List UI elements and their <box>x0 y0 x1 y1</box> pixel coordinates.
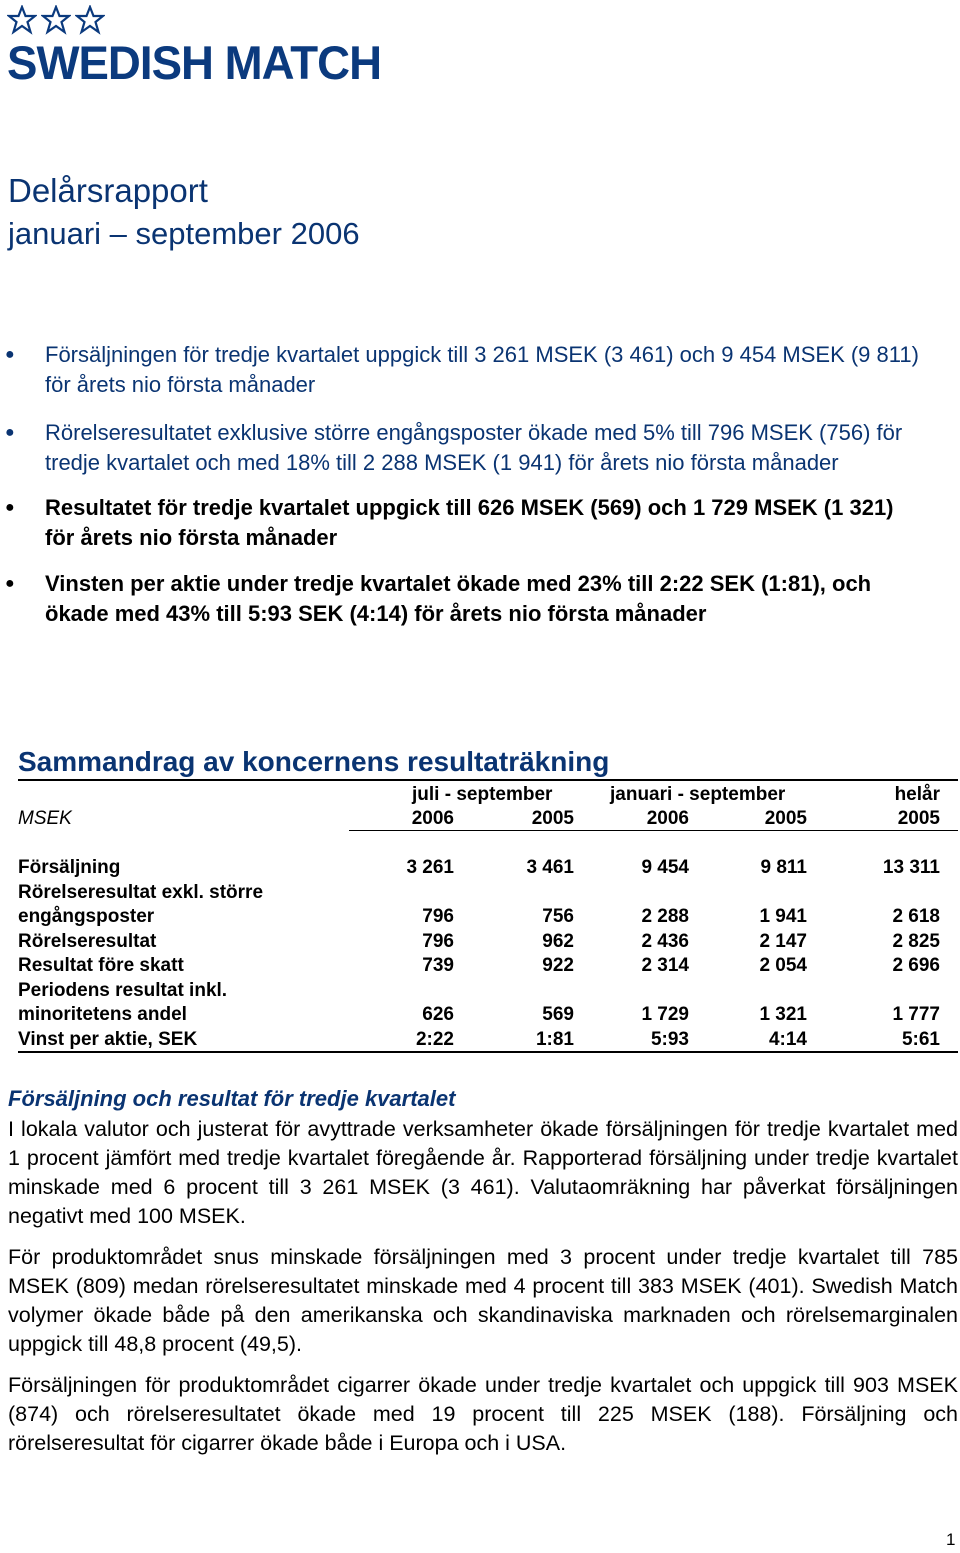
row-label: Periodens resultat inkl. <box>18 979 228 1001</box>
header-underline <box>349 830 587 831</box>
row-value: 5:61 <box>901 1028 940 1050</box>
row-value: 13 311 <box>882 857 940 878</box>
row-value: 796 <box>422 906 454 927</box>
star-icon <box>75 5 105 35</box>
period-header: januari - september <box>610 784 786 805</box>
year-header: 2006 <box>411 808 454 829</box>
table-top-rule <box>18 779 958 781</box>
period-header: juli - september <box>412 784 553 805</box>
row-value: 1:81 <box>535 1028 574 1050</box>
row-label: Vinst per aktie, SEK <box>18 1028 198 1050</box>
company-logo <box>7 5 382 89</box>
row-value: 2 436 <box>641 930 689 952</box>
row-value: 2 696 <box>892 955 940 976</box>
row-value: 2 825 <box>892 930 940 952</box>
three-stars-icon <box>7 5 105 37</box>
page-number: 1 <box>946 1530 956 1549</box>
row-value: 5:93 <box>650 1028 689 1050</box>
unit-label: MSEK <box>18 808 72 829</box>
row-value: 2 618 <box>892 906 940 927</box>
highlight-item: ● Vinsten per aktie under tredje kvartalet ökade med 23% till 2:22 SEK (1:81), och ökade med 43% till 5:93 SEK (4:14) för årets nio första månader <box>0 569 925 628</box>
table-header-years <box>18 807 958 831</box>
summary-heading: Sammandrag av koncernens resultaträkning <box>18 746 610 777</box>
row-value: 1 321 <box>759 1004 807 1025</box>
row-value: 962 <box>542 930 574 952</box>
year-header: 2005 <box>531 808 574 829</box>
row-label: Rörelseresultat exkl. större <box>18 881 264 903</box>
row-label: minoritetens andel <box>18 1004 187 1025</box>
row-value: 756 <box>542 906 574 927</box>
header-underline <box>806 830 958 831</box>
period-header: helår <box>894 784 940 805</box>
row-value: 1 777 <box>892 1004 940 1025</box>
header-underline <box>587 830 806 831</box>
star-icon <box>7 5 37 35</box>
highlight-item: ● Försäljningen för tredje kvartalet uppgick till 3 261 MSEK (3 461) och 9 454 MSEK (9 811) för årets nio första månader <box>0 340 925 399</box>
year-header: 2005 <box>764 808 807 829</box>
row-value: 1 729 <box>641 1004 689 1025</box>
star-icon <box>41 5 71 35</box>
section-paragraph: Försäljningen för produktområdet cigarrer ökade under tredje kvartalet och uppgick till 903 MSEK (874) och rörelseresultatet ökade med 19 procent till 225 MSEK (188). Försäljning och rörelseresultat för cigarrer ökade både i Europa och i USA. <box>8 1373 958 1455</box>
row-value: 922 <box>542 955 574 976</box>
highlight-item: ● Rörelseresultatet exklusive större engångsposter ökade med 5% till 796 MSEK (756) för tredje kvartalet och med 18% till 2 288 MSEK (1 941) för årets nio första månader <box>0 418 925 477</box>
highlights-list <box>0 340 960 628</box>
year-header: 2006 <box>646 808 689 829</box>
section-paragraph: För produktområdet snus minskade försäljningen med 3 procent under tredje kvartalet till 785 MSEK (809) medan rörelseresultatet minskade med 4 procent till 383 MSEK (401). Swedish Match volymer ökade både på den amerikanska och skandinaviska marknaden och rörelsemarginalen uppgick till 48,8 procent (49,5). <box>8 1245 958 1356</box>
report-subtitle: januari – september 2006 <box>8 216 360 251</box>
row-value: 569 <box>542 1004 574 1025</box>
row-value: 2 054 <box>759 955 807 976</box>
row-value: 3 261 <box>406 857 454 878</box>
row-value: 3 461 <box>526 857 574 878</box>
report-title: Delårsrapport <box>8 172 208 209</box>
highlight-item: ● Resultatet för tredje kvartalet uppgick till 626 MSEK (569) och 1 729 MSEK (1 321) för årets nio första månader <box>0 493 925 552</box>
row-value: 796 <box>422 930 454 952</box>
row-label: Försäljning <box>18 857 121 878</box>
row-label: Resultat före skatt <box>18 955 184 976</box>
year-header: 2005 <box>897 808 940 829</box>
row-label: Rörelseresultat <box>18 930 157 952</box>
row-value: 626 <box>422 1004 454 1025</box>
section-paragraph: I lokala valutor och justerat för avyttrade verksamheter ökade försäljningen för tredje kvartalet med 1 procent jämfört med tredje kvartalet föregående år. Rapporterad försäljning under tredje kvartalet minskade med 6 procent till 3 261 MSEK (3 461). Valutaomräkning har påverkat försäljningen negativt med 100 MSEK. <box>8 1117 958 1228</box>
row-value: 9 454 <box>641 857 689 878</box>
row-value: 4:14 <box>768 1028 807 1050</box>
row-value: 2 288 <box>641 906 689 927</box>
row-value: 2 147 <box>759 930 807 952</box>
row-value: 9 811 <box>760 857 807 878</box>
logo-wordmark: SWEDISH MATCH <box>7 36 382 89</box>
row-value: 2 314 <box>641 955 689 976</box>
table-bottom-rule <box>18 1051 958 1053</box>
section-heading: Försäljning och resultat för tredje kvartalet <box>8 1086 456 1111</box>
row-value: 1 941 <box>759 906 807 927</box>
table-header-periods <box>18 783 958 807</box>
row-value: 2:22 <box>415 1028 454 1050</box>
row-label: engångsposter <box>18 906 155 927</box>
row-value: 739 <box>422 955 454 976</box>
